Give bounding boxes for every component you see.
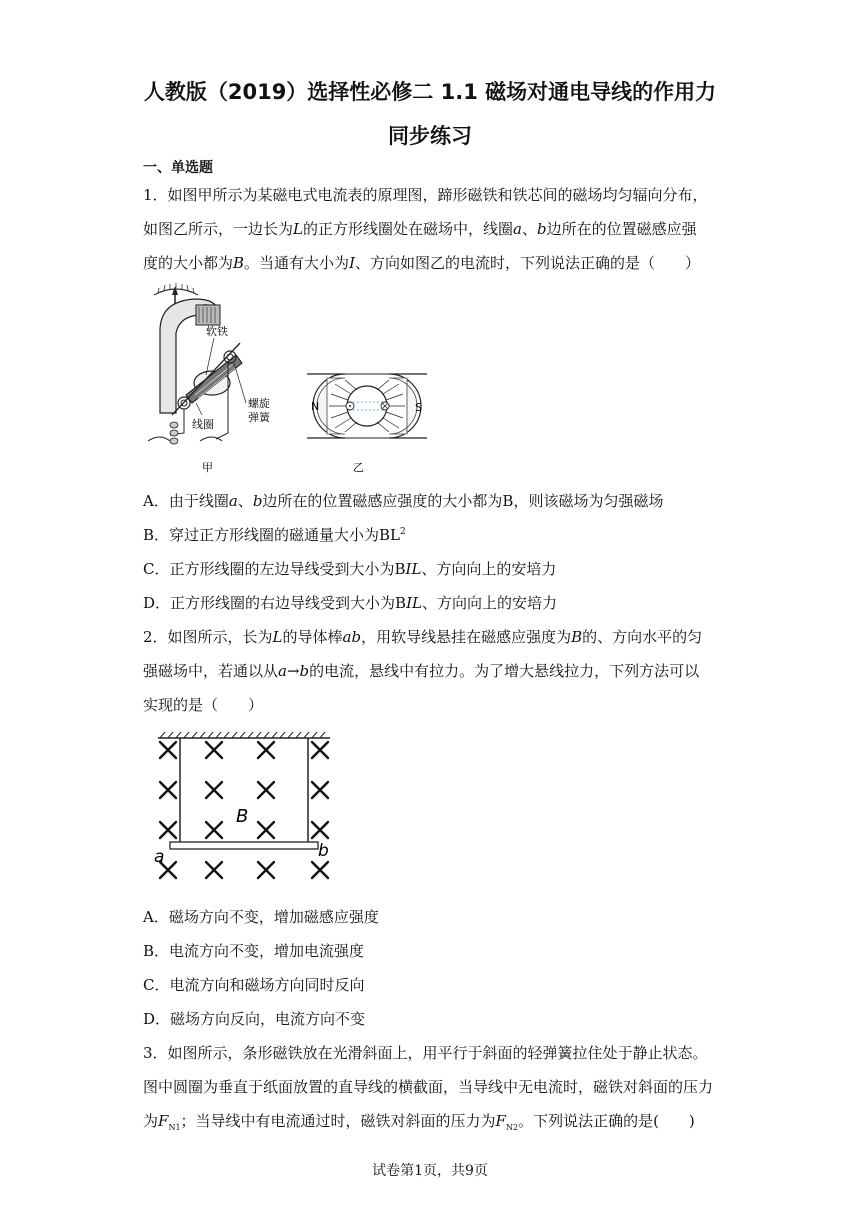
field-cross-mark [312, 742, 328, 758]
label-ruantie: 软铁 [206, 325, 228, 338]
figure-q2 [148, 730, 338, 890]
q2-line1: 2．如图所示，长为L的导体棒ab，用软导线悬挂在磁感应强度为B的、方向水平的匀 [143, 628, 703, 646]
q1-option-c: C．正方形线圈的左边导线受到大小为BIL、方向向上的安培力 [143, 560, 557, 578]
q3-line1: 3．如图所示，条形磁铁放在光滑斜面上，用平行于斜面的轻弹簧拉住处于静止状态。 [143, 1044, 708, 1062]
label-luoxuan-1: 螺旋 [248, 397, 270, 410]
label-luoxuan-2: 弹簧 [248, 411, 270, 424]
q1-option-a: A．由于线圈a、b边所在的位置磁感应强度的大小都为B，则该磁场为匀强磁场 [143, 492, 664, 510]
q1-option-d: D．正方形线圈的右边导线受到大小为BIL、方向向上的安培力 [143, 594, 557, 612]
field-cross-mark [160, 822, 176, 838]
q1-line2: 如图乙所示，一边长为L的正方形线圈处在磁场中，线圈a、b边所在的位置磁感应强 [143, 220, 697, 238]
q1-line3: 度的大小都为B。当通有大小为I、方向如图乙的电流时，下列说法正确的是（ ） [143, 254, 701, 272]
q2-option-c: C．电流方向和磁场方向同时反向 [143, 976, 365, 994]
label-end-a: a [154, 847, 165, 867]
page-title: 人教版（2019）选择性必修二 1.1 磁场对通电导线的作用力 [143, 80, 717, 104]
label-s-pole: S [415, 401, 422, 414]
field-cross-mark [160, 742, 176, 758]
field-cross-mark [206, 822, 222, 838]
q1-option-b: B．穿过正方形线圈的磁通量大小为$BL^2$ [143, 526, 406, 544]
q2-option-d: D．磁场方向反向，电流方向不变 [143, 1010, 366, 1028]
label-n-pole: N [311, 400, 320, 413]
field-cross-mark [206, 742, 222, 758]
figure-jia [140, 283, 290, 473]
field-cross-mark [312, 782, 328, 798]
label-xianquan: 线圈 [192, 418, 214, 431]
field-cross-mark [258, 782, 274, 798]
field-cross-mark [258, 822, 274, 838]
q3-line3: 为$F_{N1}$；当导线中有电流通过时，磁铁对斜面的压力为$F_{N2}$。下列说法正确的是( ) [143, 1112, 695, 1132]
caption-jia: 甲 [202, 461, 213, 473]
caption-yi: 乙 [353, 461, 364, 474]
field-cross-mark [258, 862, 274, 878]
field-cross-mark [206, 782, 222, 798]
field-cross-mark [312, 862, 328, 878]
field-cross-mark [258, 742, 274, 758]
q3-line2: 图中圆圈为垂直于纸面放置的直导线的横截面，当导线中无电流时，磁铁对斜面的压力 [143, 1078, 714, 1096]
q2-option-a: A．磁场方向不变，增加磁感应强度 [143, 908, 379, 926]
q2-line2: 强磁场中，若通以从a→b的电流，悬线中有拉力。为了增大悬线拉力，下列方法可以 [143, 662, 700, 680]
label-end-b: b [318, 841, 329, 861]
page-footer: 试卷第1页，共9页 [372, 1163, 488, 1179]
section-heading: 一、单选题 [143, 160, 213, 176]
page-subtitle: 同步练习 [388, 124, 472, 148]
label-field-b: B [236, 806, 249, 827]
field-cross-mark [312, 822, 328, 838]
q2-option-b: B．电流方向不变，增加电流强度 [143, 942, 365, 960]
q2-line3: 实现的是（ ） [143, 696, 264, 714]
field-cross-mark [160, 782, 176, 798]
q1-line1: 1．如图甲所示为某磁电式电流表的原理图，蹄形磁铁和铁芯间的磁场均匀辐向分布， [143, 186, 708, 204]
figure-yi [305, 370, 435, 475]
field-cross-mark [206, 862, 222, 878]
